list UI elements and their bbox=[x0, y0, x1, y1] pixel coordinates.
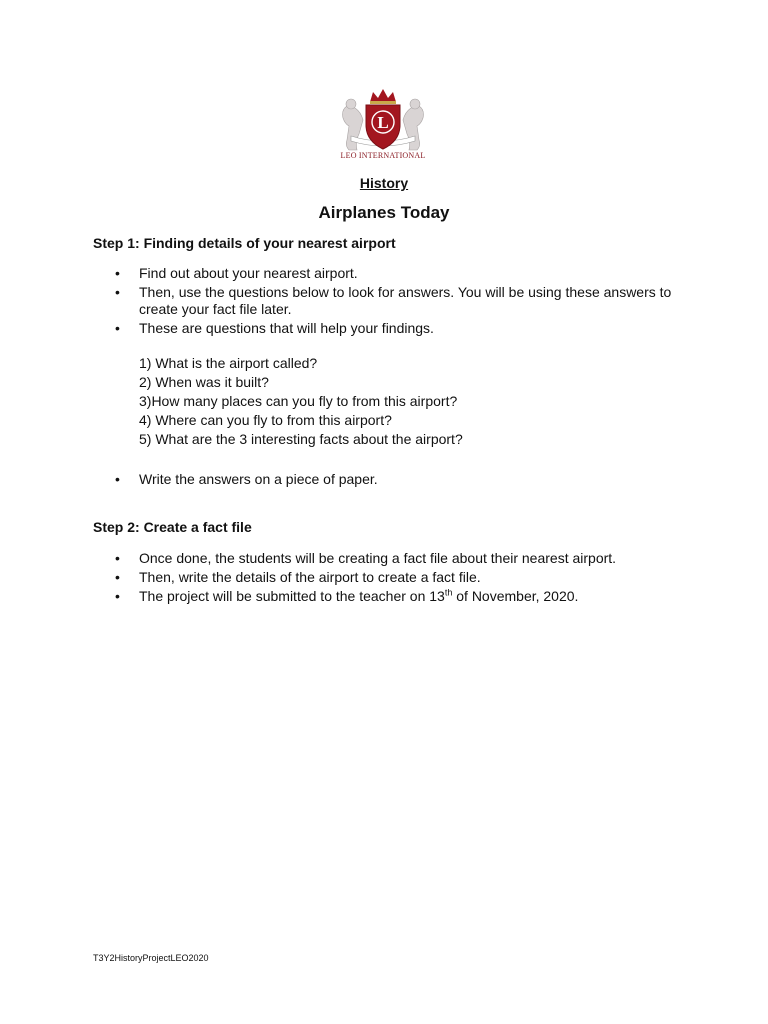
question-item: 5) What are the 3 interesting facts about the airport? bbox=[139, 431, 463, 447]
list-item: • Write the answers on a piece of paper. bbox=[115, 471, 675, 488]
deadline-ordinal: th bbox=[444, 587, 453, 598]
list-item: • Then, use the questions below to look for answers. You will be using these answers to create your fact file later. bbox=[115, 284, 675, 318]
page-title: Airplanes Today bbox=[318, 203, 450, 222]
footer-code: T3Y2HistoryProjectLEO2020 bbox=[93, 953, 209, 963]
step1-final-bullet bbox=[115, 471, 675, 490]
step1-heading: Step 1: Finding details of your nearest airport bbox=[93, 235, 396, 251]
question-item: 1) What is the airport called? bbox=[139, 355, 318, 371]
step1-bullet-list bbox=[115, 265, 675, 339]
list-item: • Find out about your nearest airport. bbox=[115, 265, 675, 282]
list-item: • These are questions that will help your findings. bbox=[115, 320, 675, 337]
question-item: 2) When was it built? bbox=[139, 374, 269, 390]
list-item: • Once done, the students will be creating a fact file about their nearest airport. bbox=[115, 550, 675, 567]
logo-org-name: LEO INTERNATIONAL bbox=[340, 151, 426, 160]
deadline-item bbox=[115, 588, 675, 605]
step2-heading: Step 2: Create a fact file bbox=[93, 519, 252, 535]
logo-letter: L bbox=[377, 113, 389, 132]
deadline-suffix: of November, 2020. bbox=[452, 588, 579, 604]
question-item: 4) Where can you fly to from this airport? bbox=[139, 412, 392, 428]
list-item: • Then, write the details of the airport to create a fact file. bbox=[115, 569, 675, 586]
deadline-prefix: The project will be submitted to the teacher on 13 bbox=[139, 588, 445, 604]
step2-bullet-list bbox=[115, 550, 675, 607]
question-list bbox=[139, 354, 463, 449]
question-item: 3)How many places can you fly to from this airport? bbox=[139, 393, 458, 409]
subject-heading: History bbox=[359, 175, 409, 191]
